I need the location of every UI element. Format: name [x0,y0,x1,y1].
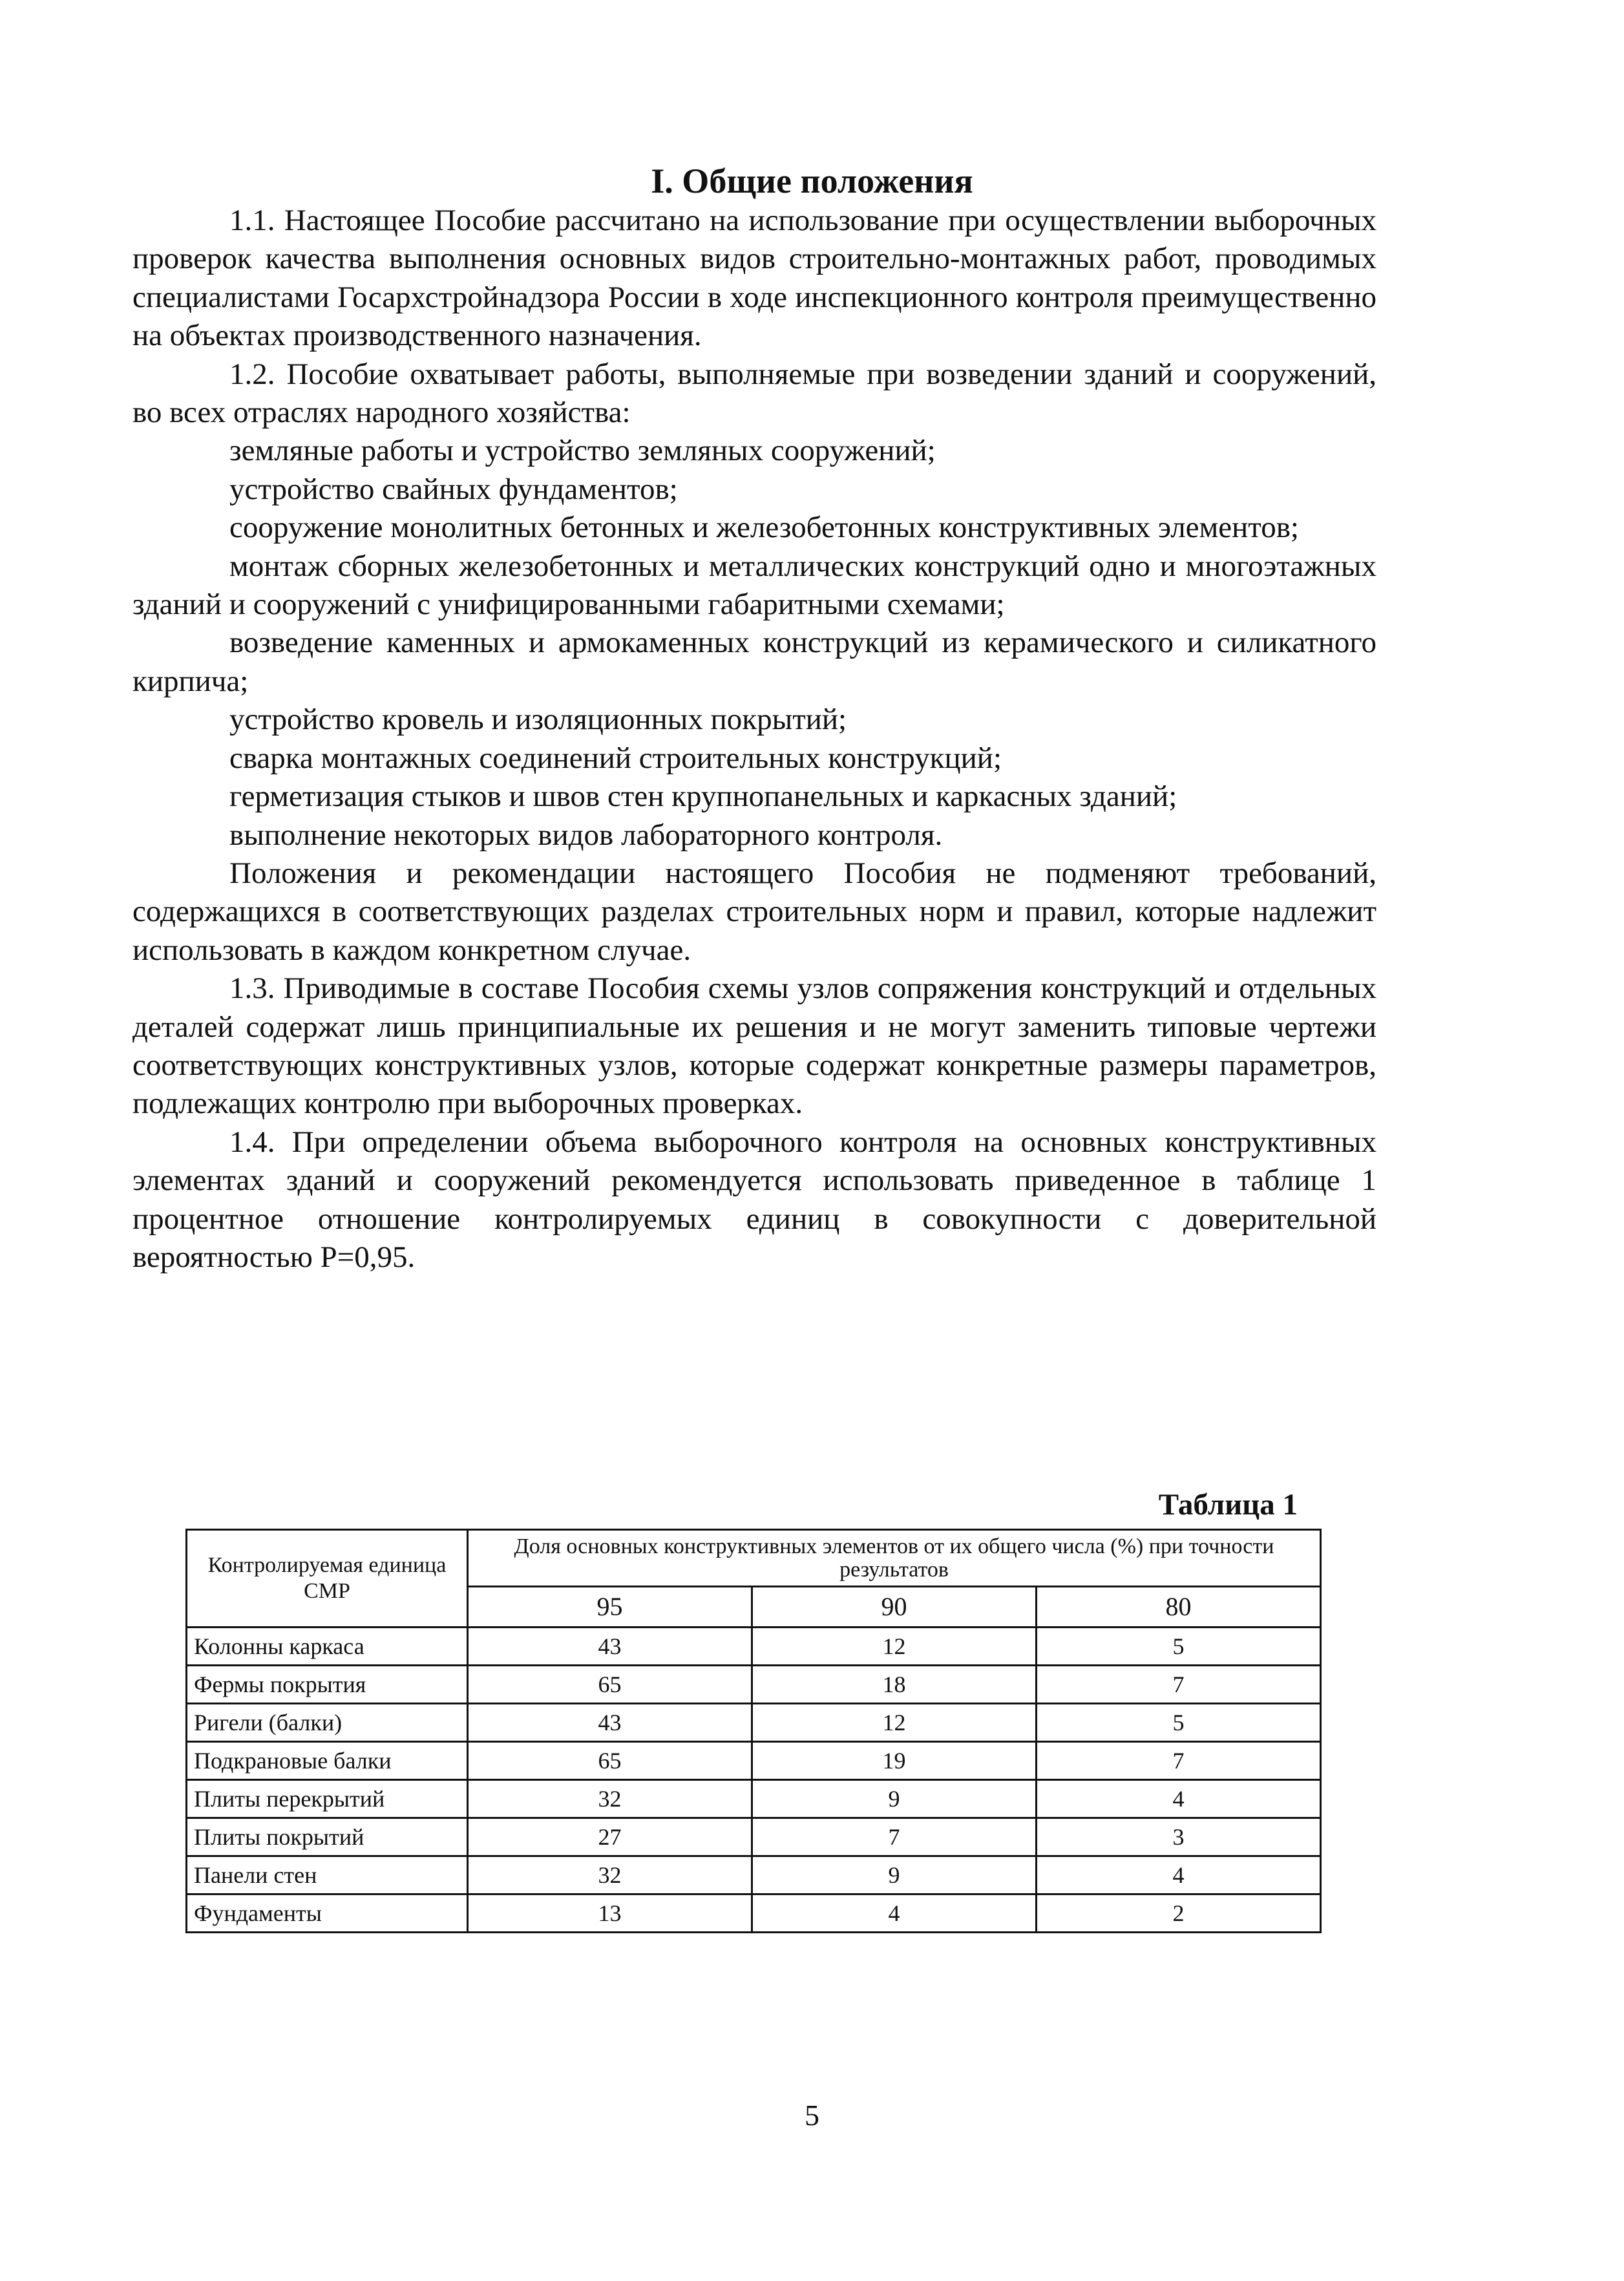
table-cell: 43 [468,1704,752,1742]
table-cell: 5 [1037,1704,1321,1742]
table-cell: 12 [752,1628,1037,1666]
table-cell: 9 [752,1780,1037,1818]
paragraph-provisions: Положения и рекомендации настоящего Пособия не подменяют требований, содержащихся в соответствующих разделах строительных норм и правил, которые надлежит использовать в каждом конкретном случае. [132,856,1376,967]
work-list-item: земляные работы и устройство земляных сооружений; [229,434,936,468]
row-label: Колонны каркаса [187,1628,468,1666]
table-cell: 3 [1037,1818,1321,1856]
col-header-precision: 80 [1037,1587,1321,1628]
table-cell: 32 [468,1856,752,1894]
table-cell: 27 [468,1818,752,1856]
work-list-item: сооружение монолитных бетонных и железобетонных конструктивных элементов; [229,511,1299,545]
col-header-precision: 90 [752,1587,1037,1628]
table-cell: 5 [1037,1628,1321,1666]
sampling-table [185,1529,1322,1933]
section-heading: I. Общие положения [651,162,973,200]
table-cell: 43 [468,1628,752,1666]
table-row [187,1666,1321,1704]
paragraph-1-3: 1.3. Приводимые в составе Пособия схемы узлов сопряжения конструкций и отдельных деталей содержат лишь принципиальные их решения и не могут заменить типовые чертежи соответствующих конструктивных узлов, которые содержат конкретные размеры параметров, подлежащих контролю при выборочных проверках. [132,971,1376,1121]
col-header-share: Доля основных конструктивных элементов от их общего числа (%) при точности результатов [468,1530,1321,1587]
work-list-item: сварка монтажных соединений строительных конструкций; [229,741,1002,775]
table-cell: 65 [468,1666,752,1704]
table-row [187,1894,1321,1933]
paragraph-1-4: 1.4. При определении объема выборочного контроля на основных конструктивных элементах зданий и сооружений рекомендуется использовать приведенное в таблице 1 процентное отношение контролируемых единиц в совокупности с доверительной вероятностью P=0,95. [132,1125,1376,1274]
table-row [187,1742,1321,1780]
table-cell: 7 [1037,1666,1321,1704]
table-cell: 7 [752,1818,1037,1856]
col-header-precision: 95 [468,1587,752,1628]
row-label: Ригели (балки) [187,1704,468,1742]
table-row [187,1818,1321,1856]
work-list-item: монтаж сборных железобетонных и металлических конструкций одно и многоэтажных зданий и сооружений с унифицированными габаритными схемами; [132,549,1376,622]
col-header-unit: Контролируемая единица СМР [187,1530,468,1628]
table-row [187,1780,1321,1818]
table-cell: 9 [752,1856,1037,1894]
row-label: Плиты перекрытий [187,1780,468,1818]
table-cell: 65 [468,1742,752,1780]
row-label: Фермы покрытия [187,1666,468,1704]
page-number: 5 [805,2099,819,2132]
table-cell: 13 [468,1894,752,1933]
paragraph-1-2: 1.2. Пособие охватывает работы, выполняемые при возведении зданий и сооружений, во всех отраслях народного хозяйства: [132,357,1376,430]
row-label: Фундаменты [187,1894,468,1933]
work-list-item: выполнение некоторых видов лабораторного контроля. [229,818,943,852]
table-cell: 19 [752,1742,1037,1780]
table-row [187,1628,1321,1666]
table-cell: 4 [1037,1856,1321,1894]
work-list-item: устройство кровель и изоляционных покрытий; [229,703,847,737]
table-caption: Таблица 1 [1158,1488,1298,1522]
row-label: Панели стен [187,1856,468,1894]
work-list-item: герметизация стыков и швов стен крупнопанельных и каркасных зданий; [229,780,1177,814]
row-label: Плиты покрытий [187,1818,468,1856]
table-cell: 32 [468,1780,752,1818]
table-cell: 18 [752,1666,1037,1704]
row-label: Подкрановые балки [187,1742,468,1780]
table-cell: 2 [1037,1894,1321,1933]
paragraph-1-1: 1.1. Настоящее Пособие рассчитано на использование при осуществлении выборочных проверок качества выполнения основных видов строительно-монтажных работ, проводимых специалистами Госархстройнадзора России в ходе инспекционного контроля преимущественно на объектах производственного назначения. [132,204,1376,353]
body-text [132,202,1376,1277]
table-cell: 12 [752,1704,1037,1742]
table-row [187,1704,1321,1742]
table-row [187,1856,1321,1894]
table-cell: 7 [1037,1742,1321,1780]
work-list-item: возведение каменных и армокаменных конструкций из керамического и силикатного кирпича; [132,626,1376,698]
table-cell: 4 [752,1894,1037,1933]
work-list-item: устройство свайных фундаментов; [229,472,678,506]
table-cell: 4 [1037,1780,1321,1818]
